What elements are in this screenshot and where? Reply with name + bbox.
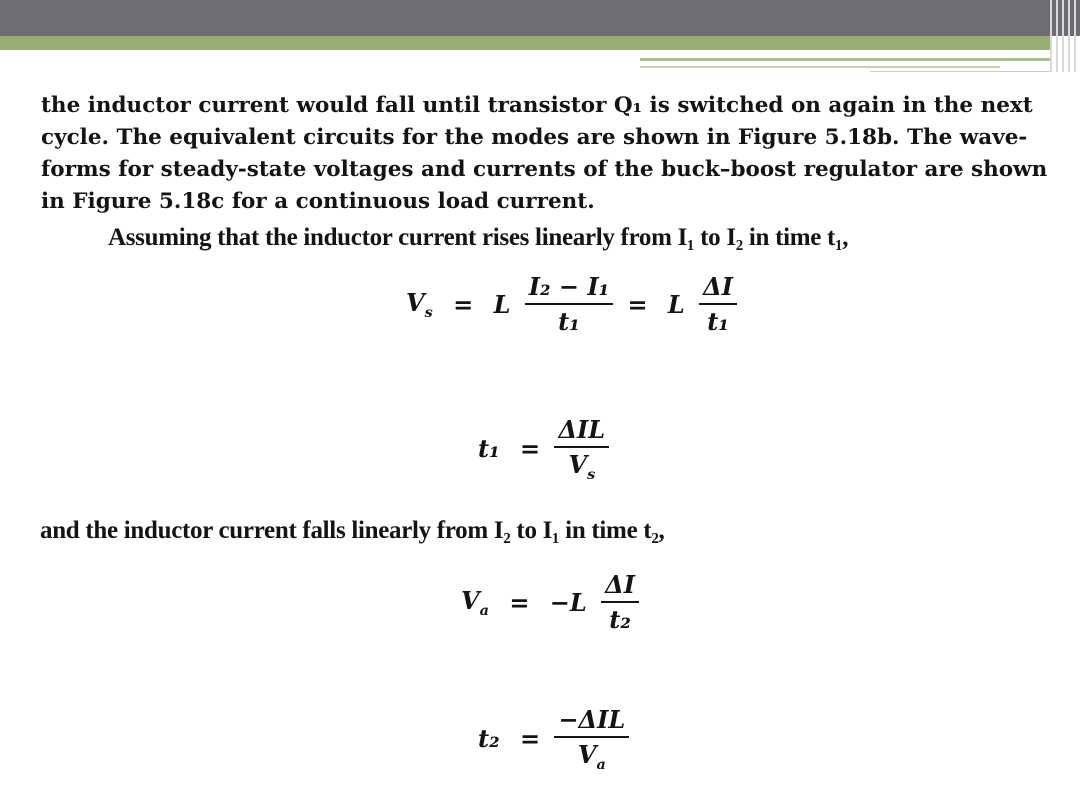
paragraph-line: cycle. The equivalent circuits for the modes are shown in Figure 5.18b. The wave- xyxy=(41,125,1028,150)
eq-sign: = xyxy=(519,724,541,754)
slide-header-bar xyxy=(0,0,1080,36)
paragraph-line: Assuming that the inductor current rises linearly from I₁ to I₂ in time t₁, xyxy=(108,224,849,251)
equation-va xyxy=(455,570,639,634)
denominator: t₁ xyxy=(558,307,580,336)
eq-symbol: L xyxy=(667,289,685,319)
fraction xyxy=(601,570,639,634)
numerator: ΔI xyxy=(703,272,734,301)
fraction xyxy=(554,415,609,483)
paragraph-line: and the inductor current falls linearly from I₂ to I₁ in time t₂, xyxy=(40,517,665,544)
eq-symbol: V xyxy=(406,287,425,317)
numerator: ΔI xyxy=(605,570,635,599)
header-decoration xyxy=(1046,0,1080,72)
eq-sign: = xyxy=(627,289,648,319)
paragraph-line: forms for steady-state voltages and currents of the buck–boost regulator are shown xyxy=(41,157,1048,182)
eq-sign: = xyxy=(519,434,541,464)
eq-sign: = xyxy=(509,587,530,617)
eq-symbol: t₂ xyxy=(478,724,500,754)
eq-subscript: a xyxy=(479,601,489,619)
fraction xyxy=(525,272,613,336)
eq-symbol: V xyxy=(461,585,480,615)
numerator: I₂ − I₁ xyxy=(528,272,610,301)
denominator: V xyxy=(577,740,597,769)
accent-band xyxy=(0,36,1050,50)
eq-symbol: −L xyxy=(549,587,587,617)
numerator: −ΔIL xyxy=(558,705,626,734)
divider-line xyxy=(870,71,1050,72)
paragraph-line: the inductor current would fall until transistor Q₁ is switched on again in the next xyxy=(41,93,1033,118)
paragraph-fall xyxy=(40,515,940,547)
fraction xyxy=(699,272,737,336)
paragraph-intro xyxy=(41,90,1048,218)
numerator: ΔIL xyxy=(558,415,606,444)
eq-symbol: t₁ xyxy=(478,434,500,464)
paragraph-assumption xyxy=(108,222,1008,254)
denominator: t₁ xyxy=(707,307,729,336)
fraction xyxy=(554,705,629,773)
equation-t2 xyxy=(472,705,629,773)
eq-subscript: s xyxy=(587,465,596,483)
accent-line-secondary xyxy=(640,66,1000,68)
eq-symbol: L xyxy=(493,289,511,319)
equation-t1 xyxy=(472,415,609,483)
equation-vs xyxy=(400,272,737,336)
eq-sign: = xyxy=(453,289,474,319)
denominator: V xyxy=(568,450,588,479)
eq-subscript: a xyxy=(596,755,606,773)
denominator: t₂ xyxy=(609,605,631,634)
eq-subscript: s xyxy=(424,303,433,321)
paragraph-line: in Figure 5.18c for a continuous load current. xyxy=(41,189,595,214)
accent-line xyxy=(640,58,1050,61)
